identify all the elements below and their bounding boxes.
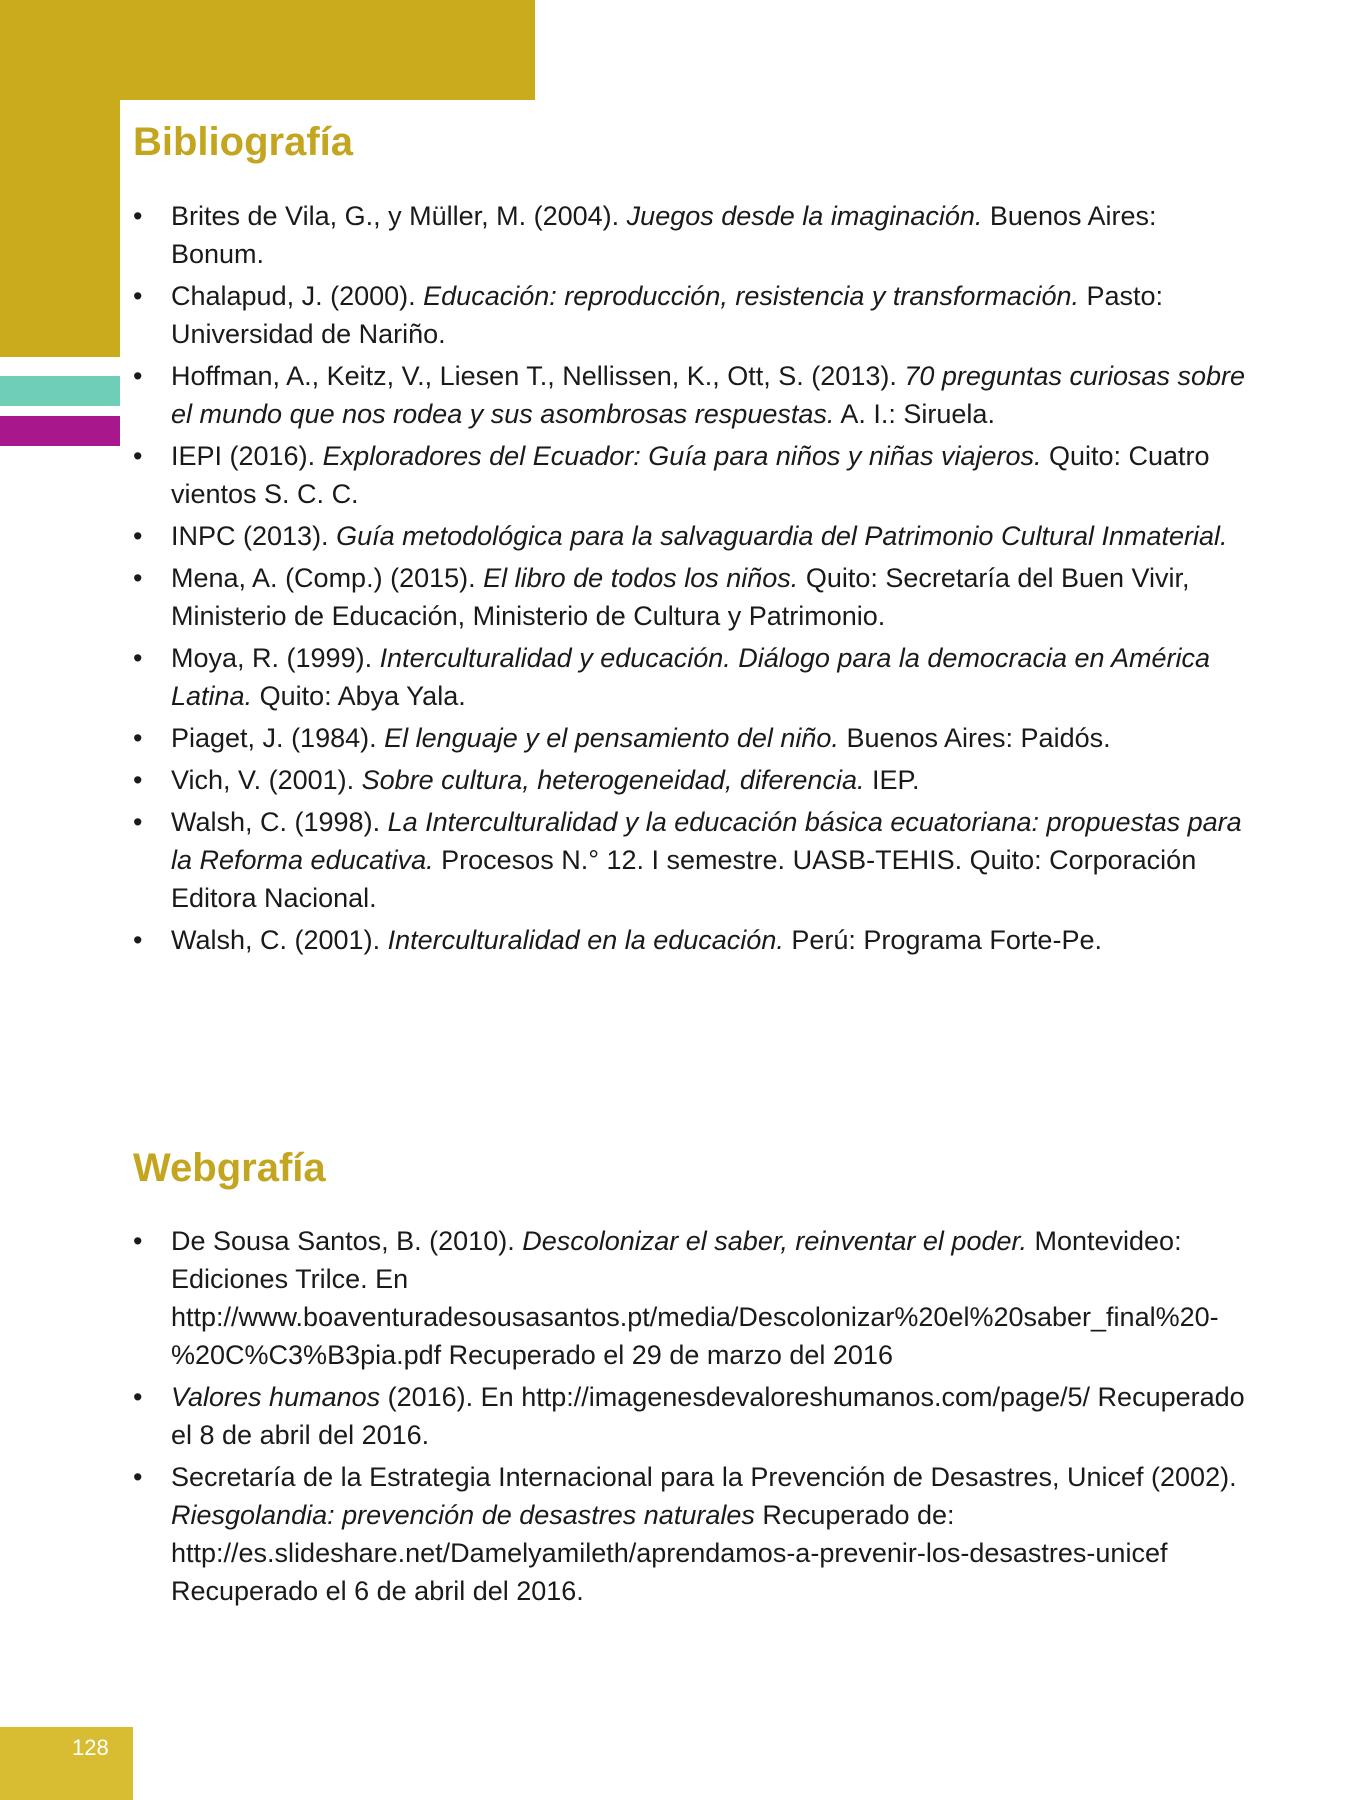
bibliography-list [133,197,1253,963]
reference-authors: INPC (2013). [171,521,337,551]
reference-authors: De Sousa Santos, B. (2010). [171,1226,523,1256]
reference-source: Montevideo: Ediciones Trilce. En http://www.boaventuradesousasantos.pt/media/Descolonizar%20el%20saber_final%20-%20C%C3%B3pia.pdf Recuperado el 29 de marzo del 2016 [171,1226,1219,1370]
reference-item [133,1458,1253,1610]
reference-item [133,921,1253,959]
reference-item [133,803,1253,917]
reference-item [133,437,1253,513]
reference-publisher: Buenos Aires: Paidós. [838,723,1111,753]
bullet: • [133,643,143,673]
reference-item [133,719,1253,757]
reference-authors: Walsh, C. (2001). [171,925,388,955]
reference-publisher: Perú: Programa Forte-Pe. [783,925,1102,955]
decorative-teal-stripe [0,376,120,406]
reference-publisher: Quito: Abya Yala. [252,681,466,711]
reference-title: El lenguaje y el pensamiento del niño. [384,723,839,753]
reference-authors: Hoffman, A., Keitz, V., Liesen T., Nellissen, K., Ott, S. (2013). [171,361,905,391]
decorative-side-bar [0,0,120,357]
reference-authors: Secretaría de la Estrategia Internacional para la Prevención de Desastres, Unicef (2002). [171,1462,1237,1492]
bullet: • [133,807,143,837]
bullet: • [133,521,143,551]
bullet: • [133,925,143,955]
reference-authors: Mena, A. (Comp.) (2015). [171,563,484,593]
reference-title: Descolonizar el saber, reinventar el poder. [522,1226,1027,1256]
reference-title: 70 preguntas curiosas sobre el mundo que nos rodea y sus asombrosas respuestas. [171,361,1246,429]
reference-publisher: IEP. [864,765,920,795]
reference-title: Juegos desde la imaginación. [626,201,983,231]
reference-title: Interculturalidad en la educación. [387,925,784,955]
reference-item [133,517,1253,555]
reference-publisher: Procesos N.° 12. I semestre. UASB-TEHIS. Quito: Corporación Editora Nacional. [171,845,1197,913]
reference-item [133,761,1253,799]
webography-list [133,1222,1253,1614]
reference-item [133,277,1253,353]
reference-publisher: Buenos Aires: Bonum. [171,201,1157,269]
bullet: • [133,723,143,753]
bullet: • [133,563,143,593]
bullet: • [133,201,143,231]
reference-title: Educación: reproducción, resistencia y transformación. [423,281,1079,311]
reference-publisher: Pasto: Universidad de Nariño. [171,281,1164,349]
reference-item [133,1378,1253,1454]
reference-source: Recuperado de: http://es.slideshare.net/Damelyamileth/aprendamos-a-prevenir-los-desastres-unicef Recuperado el 6 de abril del 2016. [171,1500,1168,1606]
decorative-magenta-stripe [0,416,120,446]
reference-authors: Brites de Vila, G., y Müller, M. (2004). [171,201,627,231]
reference-authors: Vich, V. (2001). [171,765,362,795]
bullet: • [133,281,143,311]
reference-item [133,197,1253,273]
reference-authors: Moya, R. (1999). [171,643,380,673]
bullet: • [133,1462,143,1492]
reference-authors: Walsh, C. (1998). [171,807,388,837]
page-number: 128 [72,1735,109,1760]
bullet: • [133,1226,143,1256]
reference-authors: Chalapud, J. (2000). [171,281,424,311]
bullet: • [133,441,143,471]
reference-title: Interculturalidad y educación. Diálogo para la democracia en América Latina. [171,643,1211,711]
reference-authors: IEPI (2016). [171,441,323,471]
bibliography-title: Bibliografía [133,120,354,164]
reference-title: Exploradores del Ecuador: Guía para niños y niñas viajeros. [322,441,1042,471]
bullet: • [133,765,143,795]
reference-item [133,357,1253,433]
reference-item [133,639,1253,715]
reference-title: Guía metodológica para la salvaguardia del Patrimonio Cultural Inmaterial. [336,521,1228,551]
bullet: • [133,1382,143,1412]
reference-title: Valores humanos [171,1382,381,1412]
reference-title: El libro de todos los niños. [483,563,799,593]
reference-publisher: A. I.: Siruela. [834,399,995,429]
bullet: • [133,361,143,391]
reference-title: La Interculturalidad y la educación básica ecuatoriana: propuestas para la Reforma educativa. [171,807,1242,875]
reference-authors: Piaget, J. (1984). [171,723,385,753]
reference-source: (2016). En http://imagenesdevaloreshumanos.com/page/5/ Recuperado el 8 de abril del 2016. [171,1382,1245,1450]
reference-title: Sobre cultura, heterogeneidad, diferencia. [361,765,865,795]
reference-item [133,559,1253,635]
reference-title: Riesgolandia: prevención de desastres naturales [171,1500,755,1530]
reference-publisher: Quito: Cuatro vientos S. C. C. [171,441,1210,509]
page-number-block [0,1727,133,1800]
reference-publisher: Quito: Secretaría del Buen Vivir, Ministerio de Educación, Ministerio de Cultura y Patrimonio. [171,563,1190,631]
webography-title: Webgrafía [133,1146,326,1190]
reference-item [133,1222,1253,1374]
